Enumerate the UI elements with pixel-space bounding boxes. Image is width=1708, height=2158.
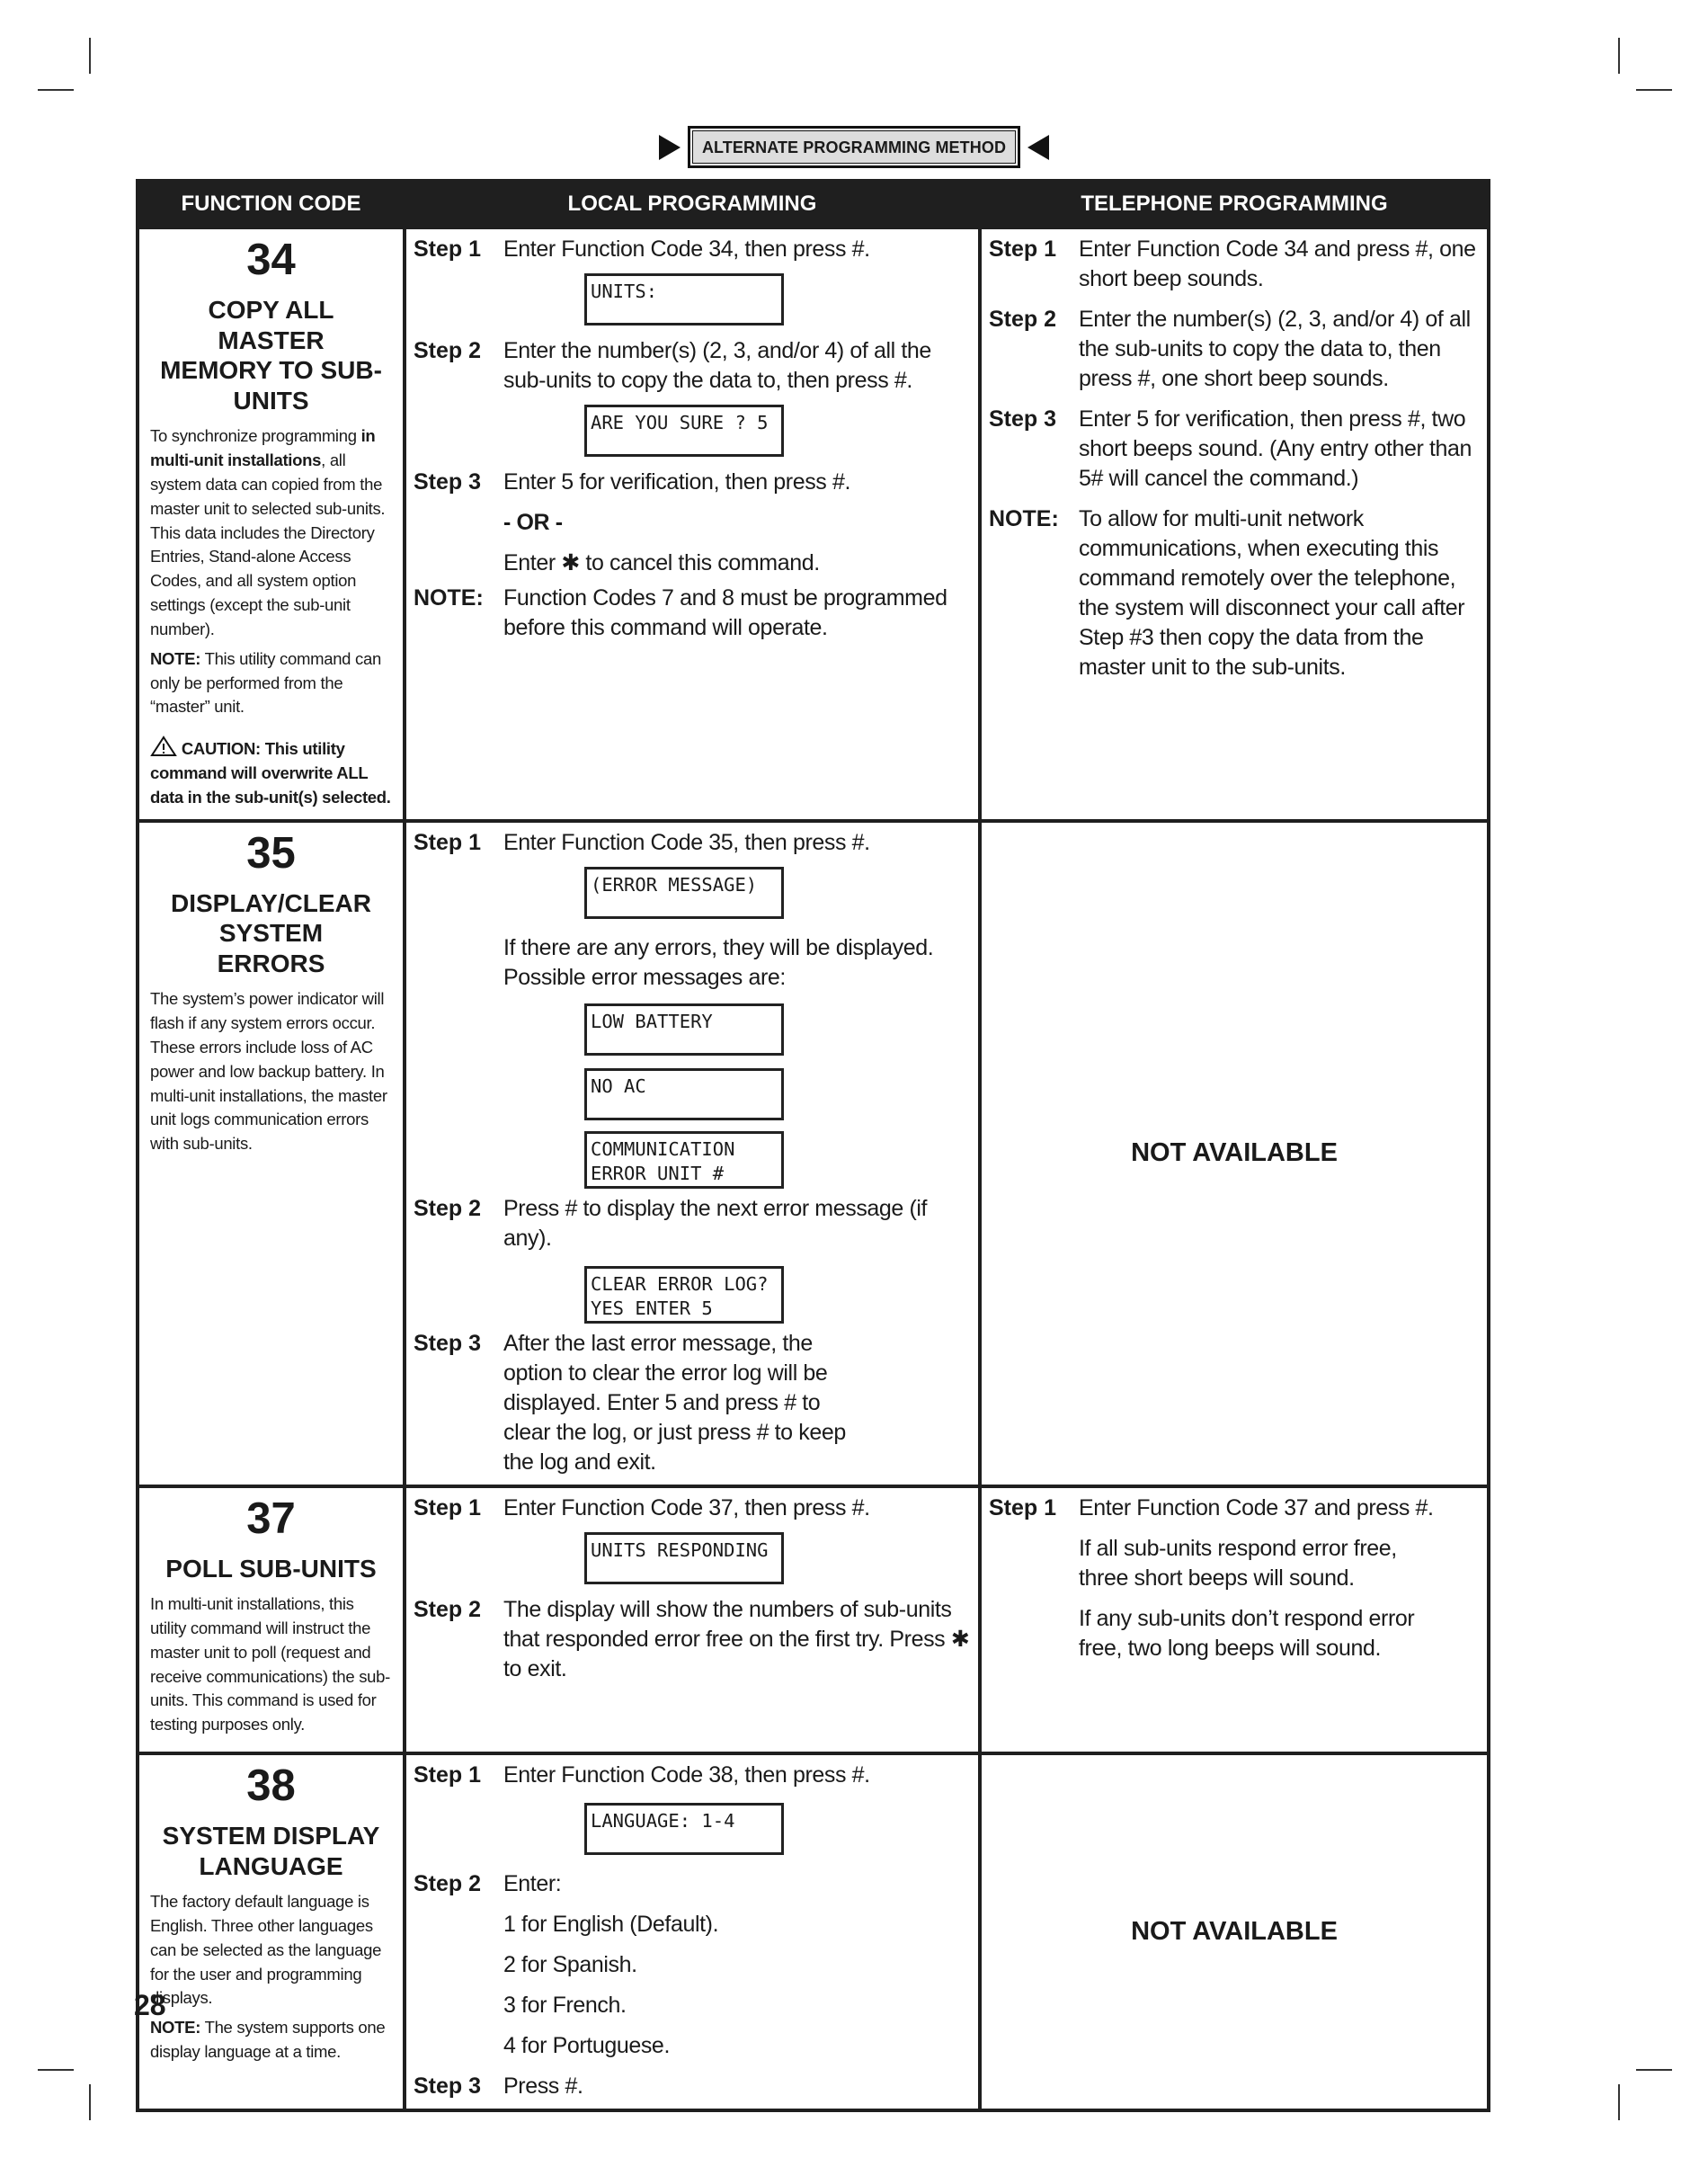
lcd-display: NO AC bbox=[584, 1068, 784, 1120]
step-1: Step 1 Enter Function Code 34, then press #. bbox=[414, 236, 870, 262]
warning-icon bbox=[150, 736, 177, 757]
arrow-left-icon bbox=[1027, 135, 1049, 160]
crop-mark bbox=[89, 38, 91, 74]
language-option: 1 for English (Default). bbox=[503, 1912, 719, 1938]
step-1: Step 1 Enter Function Code 35, then press #. bbox=[414, 829, 870, 855]
instruction-text: If there are any errors, they will be displayed. Possible error messages are: bbox=[503, 934, 934, 990]
step-1: Step 1 Enter Function Code 37 and press #. bbox=[989, 1494, 1434, 1520]
not-available-label: NOT AVAILABLE bbox=[1131, 1917, 1338, 1947]
telephone-programming-cell bbox=[980, 821, 1489, 1486]
note: NOTE: To allow for multi-unit network communications, when executing this command remotely over the telephone, the system will disconnect your call after Step #3 then copy the data from the master unit to the sub-units. bbox=[989, 506, 1465, 680]
language-option: 2 for Spanish. bbox=[503, 1952, 637, 1978]
step-3: Step 3 Press #. bbox=[414, 2073, 583, 2100]
step-1: Step 1 Enter Function Code 38, then press #. bbox=[414, 1762, 870, 1788]
lcd-display: LOW BATTERY bbox=[584, 1003, 784, 1056]
function-code-number: 34 bbox=[246, 236, 296, 284]
step-2: Step 2 Enter the number(s) (2, 3, and/or 4) of all the sub-units to copy the data to, then press #, one short beep sounds. bbox=[989, 307, 1471, 391]
local-programming-cell bbox=[405, 1753, 980, 2110]
local-programming-cell bbox=[405, 227, 980, 821]
lcd-display: COMMUNICATION ERROR UNIT # bbox=[584, 1131, 784, 1189]
language-option: 4 for Portuguese. bbox=[503, 2033, 670, 2059]
table-row bbox=[138, 821, 1489, 1486]
crop-mark bbox=[89, 2084, 91, 2120]
result-text: If any sub-units don’t respond error free, two long beeps will sound. bbox=[1079, 1605, 1415, 1661]
local-programming-cell bbox=[405, 1486, 980, 1753]
lcd-display: UNITS: bbox=[584, 273, 784, 325]
step-3: Step 3 Enter 5 for verification, then press #, two short beeps sound. (Any entry other than 5# will cancel the command.) bbox=[989, 406, 1472, 491]
step-2: Step 2 Press # to display the next error message (if any). bbox=[414, 1195, 928, 1251]
telephone-programming-cell bbox=[980, 1753, 1489, 2110]
programming-table bbox=[136, 179, 1490, 2112]
step-3: Step 3 After the last error message, the option to clear the error log will be displayed. Enter 5 and press # to clear the log, or just press # to keep the log and exit. bbox=[414, 1330, 846, 1475]
crop-mark bbox=[1618, 2084, 1620, 2120]
result-text: If all sub-units respond error free, three short beeps will sound. bbox=[1079, 1535, 1397, 1591]
column-header-function-code: FUNCTION CODE bbox=[138, 181, 405, 227]
lcd-display: UNITS RESPONDING bbox=[584, 1532, 784, 1584]
step-1: Step 1 Enter Function Code 34 and press #, one short beep sounds. bbox=[989, 236, 1476, 291]
note: NOTE: Function Codes 7 and 8 must be programmed before this command will operate. bbox=[414, 585, 947, 640]
local-programming-cell bbox=[405, 821, 980, 1486]
function-title: POLL SUB-UNITS bbox=[165, 1554, 377, 1583]
function-description: In multi-unit installations, this utility command will instruct the master unit to poll (request and receive communications) the sub-units. This command is used for testing purposes only. bbox=[150, 1594, 390, 1734]
crop-mark bbox=[1636, 89, 1672, 91]
caution-note: CAUTION: This utility command will overwrite ALL data in the sub-unit(s) selected. bbox=[150, 736, 392, 809]
table-row bbox=[138, 1486, 1489, 1753]
crop-mark bbox=[1618, 38, 1620, 74]
lcd-display: LANGUAGE: 1-4 bbox=[584, 1803, 784, 1855]
function-title: SYSTEM DISPLAY LANGUAGE bbox=[162, 1822, 380, 1880]
step-1: Step 1 Enter Function Code 37, then press #. bbox=[414, 1494, 870, 1520]
column-header-telephone-programming: TELEPHONE PROGRAMMING bbox=[980, 181, 1489, 227]
step-2: Step 2 The display will show the numbers of sub-units that responded error free on the first try. Press ✱ to exit. bbox=[414, 1596, 970, 1681]
column-header-local-programming: LOCAL PROGRAMMING bbox=[405, 181, 980, 227]
function-title: COPY ALL MASTER MEMORY TO SUB-UNITS bbox=[160, 296, 382, 415]
step-2: Step 2 Enter: bbox=[414, 1871, 562, 1897]
function-description: The system’s power indicator will flash if any system errors occur. These errors include loss of AC power and low backup battery. In multi-unit installations, the master unit logs communication errors with sub-units. bbox=[150, 989, 387, 1154]
telephone-programming-cell bbox=[980, 227, 1489, 821]
function-note: NOTE: This utility command can only be performed from the “master” unit. bbox=[150, 648, 381, 717]
language-option: 3 for French. bbox=[503, 1993, 627, 2019]
function-code-number: 38 bbox=[246, 1761, 296, 1811]
star-key-icon: ✱ bbox=[561, 550, 580, 575]
function-code-cell bbox=[138, 227, 405, 821]
section-banner bbox=[0, 126, 1708, 168]
banner-title: ALTERNATE PROGRAMMING METHOD bbox=[692, 130, 1016, 164]
function-code-number: 37 bbox=[246, 1494, 296, 1543]
function-description: The factory default language is English. Three other languages can be selected as the language for the user and programming displays. bbox=[150, 1892, 382, 2008]
table-row bbox=[138, 227, 1489, 821]
not-available-label: NOT AVAILABLE bbox=[1131, 1138, 1338, 1168]
lcd-display: CLEAR ERROR LOG? YES ENTER 5 bbox=[584, 1266, 784, 1324]
lcd-display: ARE YOU SURE ? 5 bbox=[584, 405, 784, 457]
star-key-icon: ✱ bbox=[950, 1626, 970, 1652]
table-row bbox=[138, 1753, 1489, 2110]
step-3: Step 3 Enter 5 for verification, then press #. bbox=[414, 469, 850, 495]
crop-mark bbox=[38, 89, 74, 91]
crop-mark bbox=[1636, 2069, 1672, 2071]
page-number: 28 bbox=[134, 1989, 166, 2021]
arrow-right-icon bbox=[659, 135, 681, 160]
cancel-instruction: Enter ✱ to cancel this command. bbox=[503, 550, 820, 575]
function-description: To synchronize programming in multi-unit installations, all system data can copied from the master unit to selected sub-units. This data includes the Directory Entries, Stand-alone Access Codes, and all system option settings (except the sub-unit number). bbox=[150, 426, 386, 638]
table-header-row bbox=[138, 181, 1489, 227]
function-title: DISPLAY/CLEAR SYSTEM ERRORS bbox=[170, 888, 371, 977]
function-note: NOTE: The system supports one display language at a time. bbox=[150, 2018, 386, 2062]
function-code-cell bbox=[138, 1486, 405, 1753]
lcd-display: (ERROR MESSAGE) bbox=[584, 867, 784, 919]
function-code-cell bbox=[138, 821, 405, 1486]
or-separator: - OR - bbox=[503, 510, 563, 535]
step-2: Step 2 Enter the number(s) (2, 3, and/or 4) of all the sub-units to copy the data to, then press #. bbox=[414, 338, 931, 393]
function-code-cell bbox=[138, 1753, 405, 2110]
function-code-number: 35 bbox=[246, 828, 296, 878]
telephone-programming-cell bbox=[980, 1486, 1489, 1753]
crop-mark bbox=[38, 2069, 74, 2071]
